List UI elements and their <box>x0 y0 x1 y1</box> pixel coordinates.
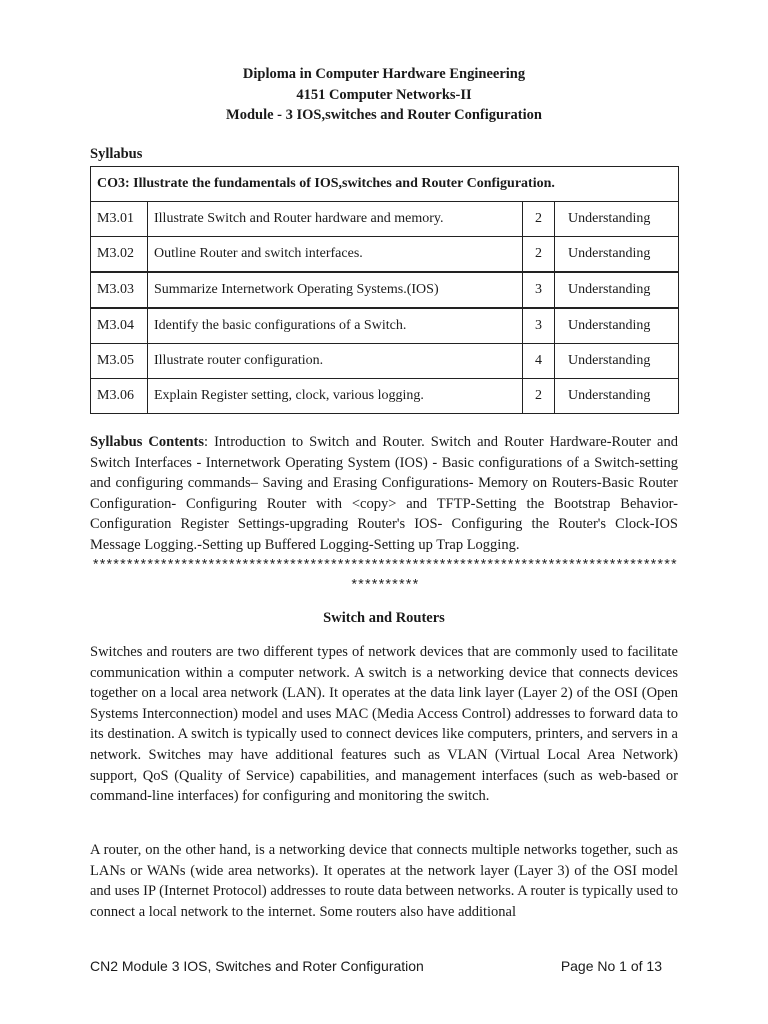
syllabus-contents <box>90 432 678 556</box>
paragraph-routers: A router, on the other hand, is a networking device that connects multiple networks together, such as LANs or WANs (wide area networks). It operates at the network layer (Layer 3) of the OSI model and uses IP (Internet Protocol) addresses to route data between networks. A router is typically used to connect a local network to the internet. Some routers also have additional <box>90 842 678 920</box>
separator-stars: ************************************************************************************************ <box>91 558 677 594</box>
module-code: M3.01 <box>91 202 148 237</box>
co-cell: CO3: Illustrate the fundamentals of IOS,switches and Router Configuration. <box>91 167 679 202</box>
module-description: Explain Register setting, clock, various logging. <box>148 379 523 414</box>
syllabus-contents-text: : Introduction to Switch and Router. Switch and Router Hardware-Router and Switch Interfaces - Internetwork Operating System (IOS) - Basic configurations of a Switch-setting and configuring commands– Saving and Erasing Configurations- Memory on Routers-Basic Router Configuration- Configuring Router with <copy> and TFTP-Setting the Bootstrap Behavior-Configuration Register Settings-upgrading Router's IOS- Configuring the Router's Clock-IOS Message Logging.-Setting up Buffered Logging-Setting up Trap Logging. <box>90 434 678 553</box>
module-code: M3.04 <box>91 308 148 344</box>
module-level: Understanding <box>555 272 679 308</box>
module-code: M3.06 <box>91 379 148 414</box>
module-description: Identify the basic configurations of a Switch. <box>148 308 523 344</box>
module-level: Understanding <box>555 308 679 344</box>
syllabus-table <box>90 166 679 414</box>
module-level: Understanding <box>555 237 679 273</box>
co-row <box>91 167 679 202</box>
module-hours: 2 <box>523 237 555 273</box>
module-level: Understanding <box>555 379 679 414</box>
page-number: Page No 1 of 13 <box>560 958 662 974</box>
paragraph-switches: Switches and routers are two different types of network devices that are commonly used to facilitate communication within a computer network. A switch is a networking device that connects devices together on a local area network (LAN). It operates at the data link layer (Layer 2) of the OSI (Open Systems Interconnection) model and uses MAC (Media Access Control) addresses to forward data to its destination. A switch is typically used to connect devices like computers, printers, and servers in a network. Switches may have additional features such as VLAN (Virtual Local Area Network) support, QoS (Quality of Service) capabilities, and management interfaces (such as web-based or command-line interfaces) for configuring and monitoring the switch. <box>90 644 678 805</box>
section-title: Switch and Routers <box>323 610 445 626</box>
page-footer <box>90 958 662 974</box>
footer-title: CN2 Module 3 IOS, Switches and Roter Configuration <box>90 958 424 974</box>
module-description: Outline Router and switch interfaces. <box>148 237 523 273</box>
module-code: M3.02 <box>91 237 148 273</box>
module-description: Illustrate Switch and Router hardware and memory. <box>148 202 523 237</box>
table-row <box>91 202 679 237</box>
table-row <box>91 308 679 344</box>
header-line-3: Module - 3 IOS,switches and Router Configuration <box>226 107 542 123</box>
table-row <box>91 344 679 379</box>
table-row <box>91 379 679 414</box>
module-description: Illustrate router configuration. <box>148 344 523 379</box>
document-header <box>90 64 678 126</box>
module-level: Understanding <box>555 202 679 237</box>
syllabus-contents-label: Syllabus Contents <box>90 434 205 450</box>
module-code: M3.03 <box>91 272 148 308</box>
header-line-1: Diploma in Computer Hardware Engineering <box>242 66 526 82</box>
table-row <box>91 237 679 273</box>
module-hours: 2 <box>523 379 555 414</box>
module-level: Understanding <box>555 344 679 379</box>
table-row <box>91 272 679 308</box>
module-hours: 4 <box>523 344 555 379</box>
header-line-2: 4151 Computer Networks-II <box>296 86 472 103</box>
module-hours: 3 <box>523 272 555 308</box>
module-hours: 3 <box>523 308 555 344</box>
module-description: Summarize Internetwork Operating Systems.(IOS) <box>148 272 523 308</box>
module-code: M3.05 <box>91 344 148 379</box>
syllabus-label: Syllabus <box>90 146 143 162</box>
module-hours: 2 <box>523 202 555 237</box>
